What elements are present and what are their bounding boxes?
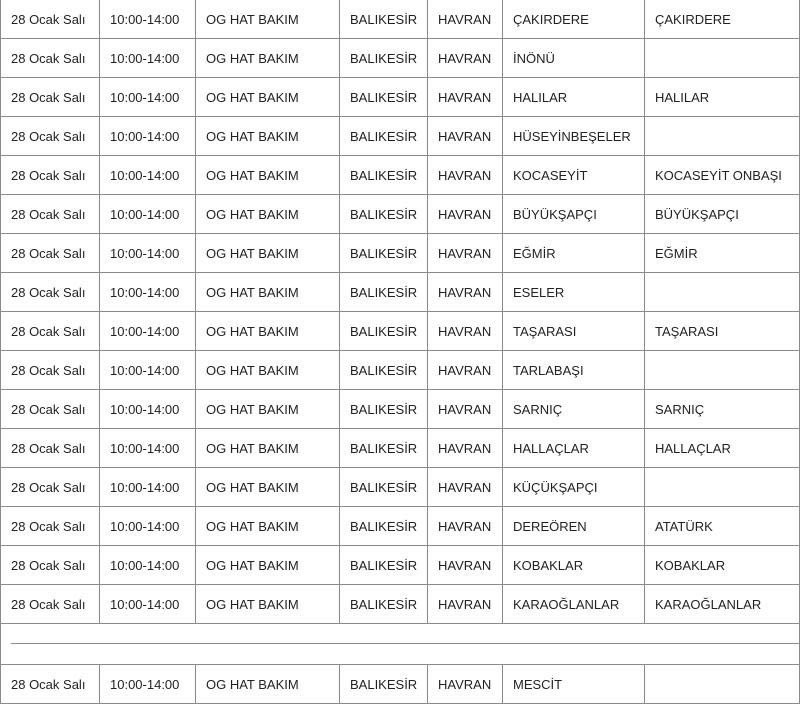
district-cell: HAVRAN xyxy=(428,156,503,195)
neighborhood-cell: EĞMİR xyxy=(503,234,645,273)
table-row xyxy=(1,0,800,39)
table-row xyxy=(1,78,800,117)
province-cell: BALIKESİR xyxy=(340,195,428,234)
province-cell: BALIKESİR xyxy=(340,39,428,78)
neighborhood-cell: BÜYÜKŞAPÇI xyxy=(503,195,645,234)
province-cell: BALIKESİR xyxy=(340,390,428,429)
work-type-cell: OG HAT BAKIM xyxy=(196,156,340,195)
work-type-cell: OG HAT BAKIM xyxy=(196,234,340,273)
province-cell: BALIKESİR xyxy=(340,468,428,507)
province-cell: BALIKESİR xyxy=(340,351,428,390)
date-cell: 28 Ocak Salı xyxy=(1,234,100,273)
neighborhood-cell: ÇAKIRDERE xyxy=(503,0,645,39)
work-type-cell: OG HAT BAKIM xyxy=(196,78,340,117)
district-cell: HAVRAN xyxy=(428,585,503,624)
district-cell: HAVRAN xyxy=(428,117,503,156)
street-cell xyxy=(645,39,800,78)
time-cell: 10:00-14:00 xyxy=(100,195,196,234)
street-cell xyxy=(645,351,800,390)
time-cell: 10:00-14:00 xyxy=(100,78,196,117)
date-cell: 28 Ocak Salı xyxy=(1,273,100,312)
time-cell: 10:00-14:00 xyxy=(100,351,196,390)
table-row xyxy=(1,390,800,429)
district-cell: HAVRAN xyxy=(428,39,503,78)
work-type-cell: OG HAT BAKIM xyxy=(196,429,340,468)
province-cell: BALIKESİR xyxy=(340,665,428,704)
date-cell: 28 Ocak Salı xyxy=(1,665,100,704)
table-body xyxy=(1,0,800,704)
province-cell: BALIKESİR xyxy=(340,78,428,117)
province-cell: BALIKESİR xyxy=(340,312,428,351)
work-type-cell: OG HAT BAKIM xyxy=(196,351,340,390)
time-cell: 10:00-14:00 xyxy=(100,234,196,273)
neighborhood-cell: HALLAÇLAR xyxy=(503,429,645,468)
neighborhood-cell: ESELER xyxy=(503,273,645,312)
district-cell: HAVRAN xyxy=(428,273,503,312)
district-cell: HAVRAN xyxy=(428,665,503,704)
neighborhood-cell: SARNIÇ xyxy=(503,390,645,429)
district-cell: HAVRAN xyxy=(428,507,503,546)
time-cell: 10:00-14:00 xyxy=(100,117,196,156)
street-cell: BÜYÜKŞAPÇI xyxy=(645,195,800,234)
province-cell: BALIKESİR xyxy=(340,585,428,624)
time-cell: 10:00-14:00 xyxy=(100,0,196,39)
district-cell: HAVRAN xyxy=(428,390,503,429)
work-type-cell: OG HAT BAKIM xyxy=(196,195,340,234)
date-cell: 28 Ocak Salı xyxy=(1,195,100,234)
neighborhood-cell: MESCİT xyxy=(503,665,645,704)
work-type-cell: OG HAT BAKIM xyxy=(196,390,340,429)
table-row xyxy=(1,234,800,273)
street-cell: EĞMİR xyxy=(645,234,800,273)
time-cell: 10:00-14:00 xyxy=(100,546,196,585)
table-row xyxy=(1,546,800,585)
work-type-cell: OG HAT BAKIM xyxy=(196,665,340,704)
work-type-cell: OG HAT BAKIM xyxy=(196,39,340,78)
street-cell: KOBAKLAR xyxy=(645,546,800,585)
separator-cell xyxy=(1,624,800,665)
province-cell: BALIKESİR xyxy=(340,117,428,156)
date-cell: 28 Ocak Salı xyxy=(1,39,100,78)
date-cell: 28 Ocak Salı xyxy=(1,390,100,429)
street-cell: ÇAKIRDERE xyxy=(645,0,800,39)
neighborhood-cell: HALILAR xyxy=(503,78,645,117)
neighborhood-cell: HÜSEYİNBEŞELER xyxy=(503,117,645,156)
table-row xyxy=(1,117,800,156)
table-row xyxy=(1,273,800,312)
district-cell: HAVRAN xyxy=(428,0,503,39)
province-cell: BALIKESİR xyxy=(340,156,428,195)
table-row xyxy=(1,429,800,468)
street-cell: HALILAR xyxy=(645,78,800,117)
district-cell: HAVRAN xyxy=(428,78,503,117)
time-cell: 10:00-14:00 xyxy=(100,156,196,195)
neighborhood-cell: KÜÇÜKŞAPÇI xyxy=(503,468,645,507)
work-type-cell: OG HAT BAKIM xyxy=(196,273,340,312)
date-cell: 28 Ocak Salı xyxy=(1,351,100,390)
table-row xyxy=(1,468,800,507)
province-cell: BALIKESİR xyxy=(340,507,428,546)
street-cell: KARAOĞLANLAR xyxy=(645,585,800,624)
time-cell: 10:00-14:00 xyxy=(100,507,196,546)
date-cell: 28 Ocak Salı xyxy=(1,78,100,117)
work-type-cell: OG HAT BAKIM xyxy=(196,117,340,156)
work-type-cell: OG HAT BAKIM xyxy=(196,585,340,624)
table-row xyxy=(1,156,800,195)
province-cell: BALIKESİR xyxy=(340,546,428,585)
table-row xyxy=(1,39,800,78)
date-cell: 28 Ocak Salı xyxy=(1,312,100,351)
work-type-cell: OG HAT BAKIM xyxy=(196,468,340,507)
neighborhood-cell: TAŞARASI xyxy=(503,312,645,351)
neighborhood-cell: İNÖNÜ xyxy=(503,39,645,78)
district-cell: HAVRAN xyxy=(428,195,503,234)
street-cell: KOCASEYİT ONBAŞI xyxy=(645,156,800,195)
work-type-cell: OG HAT BAKIM xyxy=(196,312,340,351)
date-cell: 28 Ocak Salı xyxy=(1,156,100,195)
province-cell: BALIKESİR xyxy=(340,429,428,468)
street-cell xyxy=(645,468,800,507)
neighborhood-cell: KOBAKLAR xyxy=(503,546,645,585)
date-cell: 28 Ocak Salı xyxy=(1,585,100,624)
table-separator-row xyxy=(1,624,800,665)
neighborhood-cell: KOCASEYİT xyxy=(503,156,645,195)
neighborhood-cell: DEREÖREN xyxy=(503,507,645,546)
neighborhood-cell: KARAOĞLANLAR xyxy=(503,585,645,624)
table-row xyxy=(1,665,800,704)
street-cell: TAŞARASI xyxy=(645,312,800,351)
province-cell: BALIKESİR xyxy=(340,234,428,273)
table-row xyxy=(1,312,800,351)
date-cell: 28 Ocak Salı xyxy=(1,117,100,156)
date-cell: 28 Ocak Salı xyxy=(1,0,100,39)
table-row xyxy=(1,351,800,390)
street-cell xyxy=(645,117,800,156)
time-cell: 10:00-14:00 xyxy=(100,390,196,429)
date-cell: 28 Ocak Salı xyxy=(1,507,100,546)
date-cell: 28 Ocak Salı xyxy=(1,468,100,507)
district-cell: HAVRAN xyxy=(428,351,503,390)
street-cell: SARNIÇ xyxy=(645,390,800,429)
district-cell: HAVRAN xyxy=(428,429,503,468)
district-cell: HAVRAN xyxy=(428,546,503,585)
time-cell: 10:00-14:00 xyxy=(100,468,196,507)
time-cell: 10:00-14:00 xyxy=(100,39,196,78)
district-cell: HAVRAN xyxy=(428,468,503,507)
work-type-cell: OG HAT BAKIM xyxy=(196,507,340,546)
street-cell: ATATÜRK xyxy=(645,507,800,546)
district-cell: HAVRAN xyxy=(428,312,503,351)
date-cell: 28 Ocak Salı xyxy=(1,546,100,585)
street-cell xyxy=(645,273,800,312)
work-type-cell: OG HAT BAKIM xyxy=(196,546,340,585)
street-cell xyxy=(645,665,800,704)
work-type-cell: OG HAT BAKIM xyxy=(196,0,340,39)
time-cell: 10:00-14:00 xyxy=(100,429,196,468)
table-row xyxy=(1,585,800,624)
street-cell: HALLAÇLAR xyxy=(645,429,800,468)
horizontal-rule xyxy=(11,643,799,644)
district-cell: HAVRAN xyxy=(428,234,503,273)
neighborhood-cell: TARLABAŞI xyxy=(503,351,645,390)
time-cell: 10:00-14:00 xyxy=(100,312,196,351)
table-row xyxy=(1,195,800,234)
date-cell: 28 Ocak Salı xyxy=(1,429,100,468)
province-cell: BALIKESİR xyxy=(340,273,428,312)
table-row xyxy=(1,507,800,546)
time-cell: 10:00-14:00 xyxy=(100,665,196,704)
province-cell: BALIKESİR xyxy=(340,0,428,39)
time-cell: 10:00-14:00 xyxy=(100,273,196,312)
time-cell: 10:00-14:00 xyxy=(100,585,196,624)
